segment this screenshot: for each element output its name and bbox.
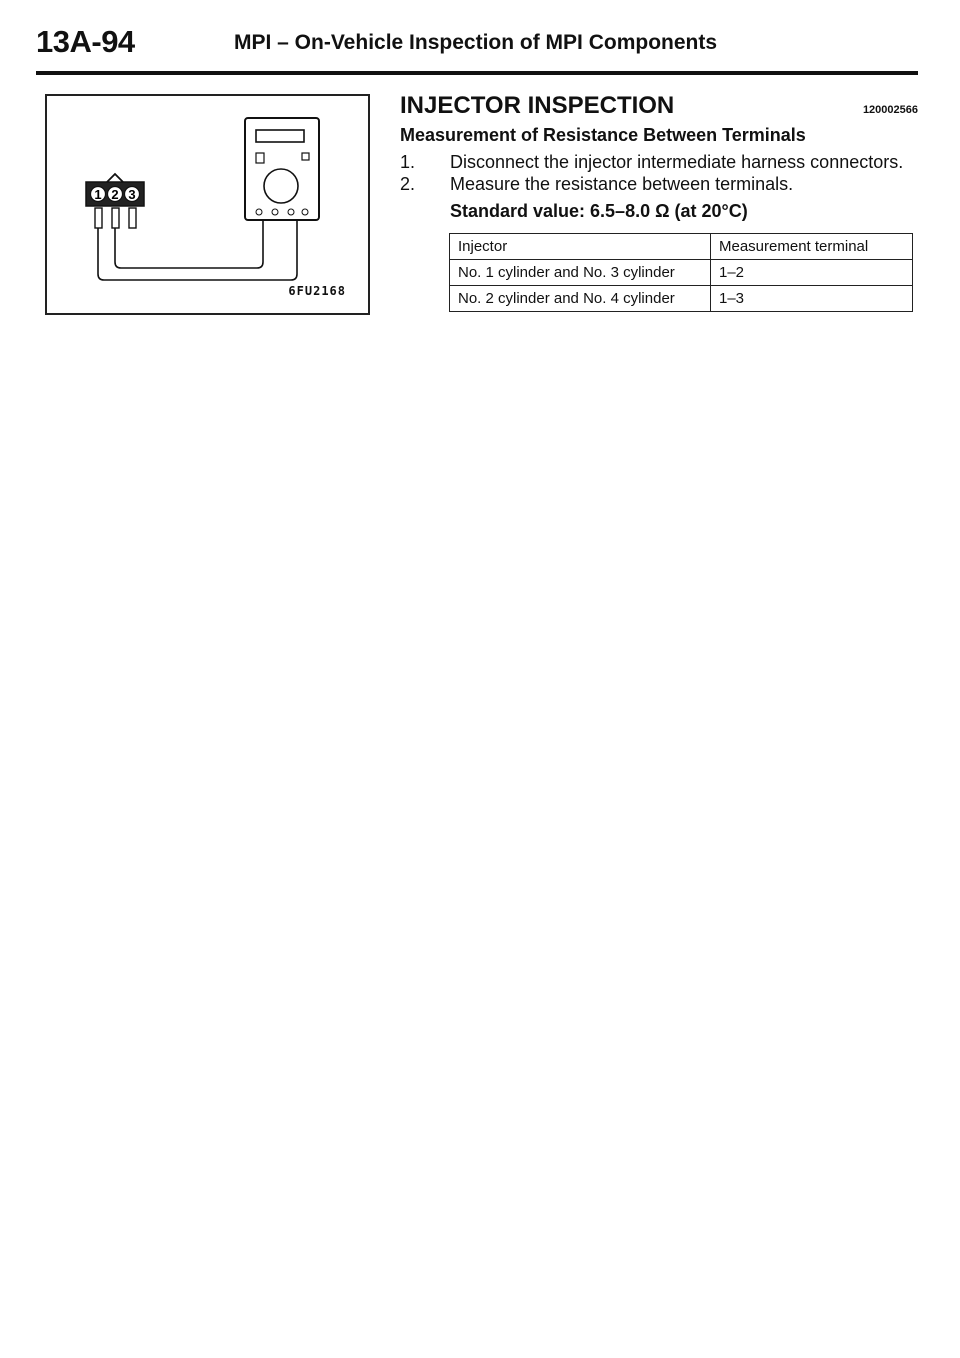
figure-code: 6FU2168 — [288, 284, 346, 298]
multimeter-dial — [264, 169, 298, 203]
injector-resistance-figure — [45, 94, 370, 315]
step-number: 2. — [400, 174, 416, 194]
test-lead-black — [98, 220, 297, 280]
multimeter-button-right — [302, 153, 309, 160]
probe-1 — [95, 208, 102, 228]
probe-2 — [112, 208, 119, 228]
page-header-title: MPI – On-Vehicle Inspection of MPI Components — [234, 31, 718, 54]
multimeter-button-left — [256, 153, 264, 163]
table-cell: 1–3 — [711, 286, 913, 312]
resistance-table — [449, 233, 913, 312]
table-row — [450, 260, 913, 286]
step-number: 1. — [400, 152, 416, 172]
page-number: 13A-94 — [36, 24, 135, 59]
probe-3 — [129, 208, 136, 228]
table-header-row — [450, 234, 913, 260]
table-cell: No. 1 cylinder and No. 3 cylinder — [450, 260, 711, 286]
step-text: Measure the resistance between terminals. — [450, 174, 794, 194]
header-rule — [36, 71, 918, 75]
table-cell: No. 2 cylinder and No. 4 cylinder — [450, 286, 711, 312]
multimeter-display — [256, 130, 304, 142]
connector-pin-label: 1 — [94, 187, 102, 202]
multimeter-jack-2 — [272, 209, 278, 215]
step-text: Disconnect the injector intermediate harness connectors. — [450, 152, 904, 172]
multimeter-jack-1 — [256, 209, 262, 215]
step-1 — [400, 152, 903, 173]
step-2 — [400, 174, 793, 195]
section-code: 120002566 — [862, 104, 918, 116]
multimeter-jack-4 — [302, 209, 308, 215]
multimeter-harness-illustration — [47, 96, 368, 313]
section-title: INJECTOR INSPECTION — [400, 92, 675, 119]
table-row — [450, 286, 913, 312]
connector-latch — [107, 174, 123, 182]
standard-value: Standard value: 6.5–8.0 Ω (at 20°C) — [450, 201, 748, 221]
table-header-cell: Measurement terminal — [711, 234, 913, 260]
subsection-title: Measurement of Resistance Between Terminals — [400, 125, 806, 145]
table-cell: 1–2 — [711, 260, 913, 286]
test-lead-red — [115, 220, 263, 268]
table-header-cell: Injector — [450, 234, 711, 260]
connector-pin-label: 3 — [128, 187, 136, 202]
connector-pin-label: 2 — [111, 187, 119, 202]
multimeter-jack-3 — [288, 209, 294, 215]
